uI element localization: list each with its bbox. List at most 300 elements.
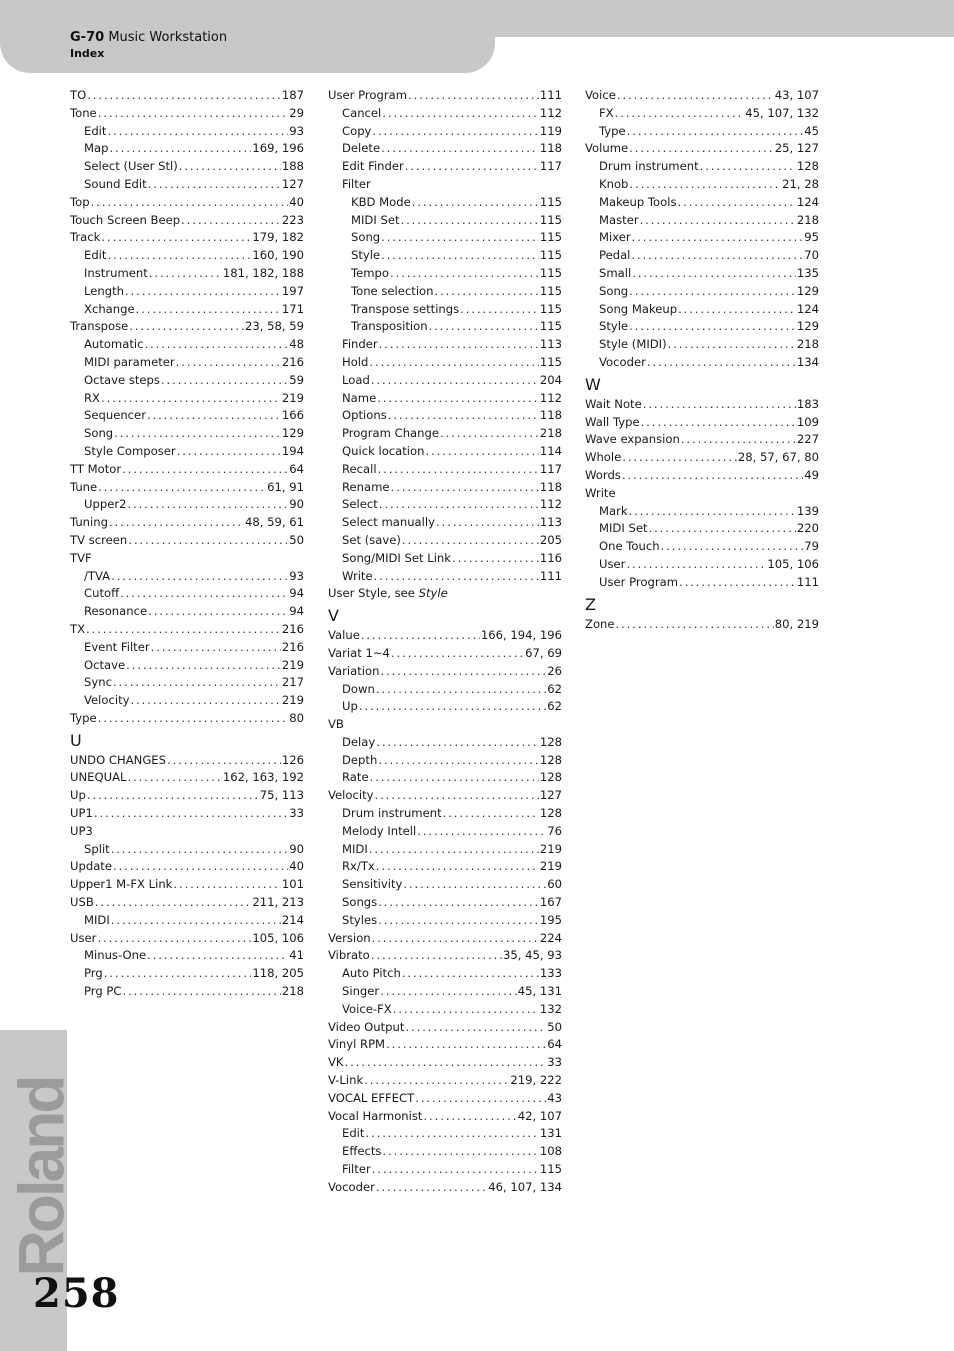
entry-pages: 113 [539,337,562,352]
entry-term: Edit [84,123,107,138]
entry-pages: 218 [539,426,562,441]
entry-term: Tempo [351,265,389,280]
index-entry [328,354,562,372]
entry-term: Up [342,699,358,714]
dot-leader [120,585,288,603]
entry-term: Vibrato [328,948,370,963]
dot-leader [378,912,539,930]
index-entry [70,479,304,497]
entry-term: USB [70,895,94,910]
entry-pages: 79 [804,539,819,554]
entry-term: Touch Screen Beep [70,212,181,227]
dot-leader [382,105,539,123]
entry-pages: 49 [804,467,819,482]
entry-term: Edit [84,248,107,263]
index-entry [70,983,304,1001]
dot-leader [401,212,539,230]
entry-pages: 50 [289,532,304,547]
entry-pages: 129 [796,319,819,334]
index-entry [328,1001,562,1019]
entry-pages: 25, 127 [774,141,819,156]
dot-leader [627,123,804,141]
entry-term: Song [84,426,114,441]
entry-pages: 218 [281,984,304,999]
index-entry [328,1090,562,1108]
dot-leader [111,841,289,859]
index-entry [328,301,562,319]
entry-pages: 126 [281,752,304,767]
entry-term: Drum instrument [599,159,699,174]
index-entry [328,769,562,787]
index-entry [585,556,819,574]
entry-term: Rate [342,770,369,785]
entry-pages: 111 [539,568,562,583]
entry-term: Select [342,497,378,512]
index-entry [70,692,304,710]
entry-term: TVF [70,550,92,565]
entry-term: UP1 [70,806,93,821]
index-entry [70,514,304,532]
dot-leader [629,503,796,521]
entry-term: Song Makeup [599,301,678,316]
entry-term: Upper2 [84,497,127,512]
index-entry [328,1179,562,1197]
dot-leader [365,1125,538,1143]
index-entry [70,301,304,319]
index-entry [328,212,562,230]
entry-term: TV screen [70,532,128,547]
index-entry [70,158,304,176]
index-entry [585,336,819,354]
entry-pages: 195 [539,912,562,927]
entry-term: Rename [342,479,390,494]
index-entry [328,947,562,965]
entry-pages: 129 [281,426,304,441]
dot-leader [391,479,539,497]
index-entry [328,1161,562,1179]
dot-leader [372,930,539,948]
entry-term: Filter [342,176,371,191]
entry-pages: 48, 59, 61 [245,515,304,530]
index-entry [585,574,819,592]
entry-pages: 129 [796,283,819,298]
index-entry [328,265,562,283]
dot-leader [147,947,288,965]
entry-pages: 115 [539,1162,562,1177]
dot-leader [114,425,281,443]
dot-leader [94,805,288,823]
entry-pages: 105, 106 [252,930,304,945]
entry-term: UP3 [70,823,93,838]
dot-leader [626,556,766,574]
entry-pages: 64 [547,1037,562,1052]
entry-term: Wall Type [585,414,640,429]
dot-leader [181,212,281,230]
dot-leader [379,336,539,354]
index-entry [70,965,304,983]
entry-term: VK [328,1055,344,1070]
entry-pages: 40 [289,194,304,209]
entry-pages: 108 [539,1144,562,1159]
index-entry [328,336,562,354]
dot-leader [629,283,796,301]
dot-leader [147,407,281,425]
dot-leader [127,496,288,514]
entry-term: Song [351,230,381,245]
index-entry [328,1036,562,1054]
entry-term: Options [342,408,387,423]
entry-term: Top [70,194,90,209]
entry-pages: 214 [281,912,304,927]
entry-term: Styles [342,912,378,927]
index-entry [70,752,304,770]
dot-leader [369,841,539,859]
entry-pages: 62 [547,699,562,714]
index-entry [328,372,562,390]
entry-term: MIDI parameter [84,354,175,369]
entry-pages: 64 [289,461,304,476]
entry-term: Write [585,485,616,500]
entry-pages: 179, 182 [252,230,304,245]
dot-leader [130,692,280,710]
entry-term: Edit Finder [342,159,404,174]
entry-pages: 115 [539,354,562,369]
entry-term: Vocoder [599,354,646,369]
entry-term: Copy [342,123,372,138]
entry-pages: 41 [289,948,304,963]
entry-term: One Touch [599,539,660,554]
entry-pages: 93 [289,123,304,138]
index-entry [585,301,819,319]
index-letter-heading: W [585,374,601,394]
index-column-3 [585,87,819,633]
entry-pages: 43 [547,1090,562,1105]
dot-leader [393,1001,539,1019]
dot-leader [379,496,539,514]
dot-leader [649,520,796,538]
index-entry [328,479,562,497]
entry-pages: 132 [539,1001,562,1016]
dot-leader [371,947,502,965]
entry-term: Transpose [70,319,129,334]
entry-term: Load [342,372,370,387]
index-entry [585,396,819,414]
index-entry [328,858,562,876]
entry-pages: 115 [539,301,562,316]
entry-term: User [70,930,97,945]
index-entry [328,550,562,568]
index-entry [585,414,819,432]
entry-term: Version [328,930,371,945]
entry-pages: 216 [281,621,304,636]
dot-leader [381,229,539,247]
dot-leader [632,229,804,247]
index-entry [585,123,819,141]
dot-leader [359,698,546,716]
dot-leader [111,912,281,930]
index-entry [70,265,304,283]
entry-pages: 35, 45, 93 [503,948,562,963]
entry-pages: 42, 107 [517,1108,562,1123]
entry-pages: 113 [539,515,562,530]
dot-leader [136,301,281,319]
dot-leader [161,372,288,390]
index-entry [70,710,304,728]
manual-title-rest: Music Workstation [108,30,228,45]
entry-term: Value [328,628,360,643]
entry-pages: 135 [796,265,819,280]
entry-pages: 219 [539,859,562,874]
entry-pages: 118 [539,479,562,494]
index-entry [328,965,562,983]
entry-pages: 109 [796,414,819,429]
index-entry [70,140,304,158]
dot-leader [629,318,796,336]
entry-term: Length [84,283,124,298]
entry-pages: 80 [289,710,304,725]
entry-term: FX [599,105,614,120]
dot-leader [408,87,539,105]
entry-term: RX [84,390,100,405]
entry-term: Sensitivity [342,877,403,892]
index-entry [585,538,819,556]
dot-leader [380,663,546,681]
dot-leader [149,265,222,283]
entry-pages: 118 [539,408,562,423]
dot-leader [378,461,539,479]
entry-term: Makeup Tools [599,194,677,209]
index-entry [70,657,304,675]
dot-leader [148,176,281,194]
dot-leader [436,514,539,532]
dot-leader [113,858,288,876]
index-entry [328,698,562,716]
entry-pages: 219 [281,693,304,708]
entry-pages: 216 [281,639,304,654]
entry-pages: 219 [281,657,304,672]
entry-term: Type [70,710,97,725]
index-entry [328,1019,562,1037]
index-entry [70,443,304,461]
dot-leader [101,390,281,408]
index-entry [328,425,562,443]
entry-pages: 171 [281,301,304,316]
dot-leader [681,431,796,449]
entry-pages: 29 [289,105,304,120]
index-entry [328,194,562,212]
index-entry [328,229,562,247]
entry-pages: 128 [796,159,819,174]
entry-pages: 115 [539,248,562,263]
dot-leader [381,247,539,265]
index-entry [585,616,819,634]
entry-term: User Program [328,88,408,102]
entry-term: Wait Note [585,396,642,411]
entry-pages: 166, 194, 196 [480,628,562,643]
index-entry [328,247,562,265]
dot-leader [390,265,539,283]
entry-term: Delay [342,734,376,749]
entry-term: Split [84,841,110,856]
entry-term: KBD Mode [351,194,411,209]
dot-leader [377,390,539,408]
index-entry [328,787,562,805]
entry-term: Instrument [84,265,148,280]
index-entry [70,930,304,948]
entry-pages: 40 [289,859,304,874]
dot-leader [144,336,288,354]
index-entry [585,431,819,449]
entry-term: Pedal [599,248,631,263]
entry-term: Automatic [84,337,144,352]
entry-term: MIDI [342,841,368,856]
dot-leader [661,538,804,556]
dot-leader [113,674,281,692]
entry-pages: 45, 107, 132 [745,105,819,120]
entry-pages: 187 [281,88,304,102]
entry-term: Recall [342,461,377,476]
index-entry [328,627,562,645]
entry-pages: 116 [539,550,562,565]
index-entry [328,823,562,841]
see-text: User Style, see [328,586,419,601]
dot-leader [372,1161,539,1179]
index-see-reference [328,585,562,603]
index-entry [70,947,304,965]
entry-pages: 139 [796,503,819,518]
entry-pages: 45, 131 [517,984,562,999]
index-entry [70,823,304,841]
index-entry [328,894,562,912]
dot-leader [361,627,480,645]
entry-term: Effects [342,1144,382,1159]
entry-pages: 227 [796,432,819,447]
dot-leader [173,876,280,894]
entry-term: Zone [585,616,615,631]
entry-pages: 183 [796,396,819,411]
dot-leader [370,769,539,787]
entry-term: Volume [585,141,629,156]
dot-leader [107,247,251,265]
index-entry [328,983,562,1001]
dot-leader [391,645,524,663]
index-entry [585,265,819,283]
dot-leader [151,639,281,657]
entry-pages: 115 [539,230,562,245]
index-entry [70,354,304,372]
entry-term: MIDI Set [351,212,400,227]
dot-leader [95,894,252,912]
index-entry [70,674,304,692]
entry-pages: 131 [539,1126,562,1141]
dot-leader [86,621,281,639]
entry-pages: 204 [539,372,562,387]
entry-term: Delete [342,141,381,156]
dot-leader [615,105,745,123]
dot-leader [98,479,266,497]
entry-term: TO [70,88,87,102]
index-entry [328,1125,562,1143]
dot-leader [617,87,774,105]
dot-leader [376,734,539,752]
index-entry [70,912,304,930]
index-entry [70,876,304,894]
entry-pages: 197 [281,283,304,298]
entry-term: Sequencer [84,408,146,423]
entry-pages: 223 [281,212,304,227]
entry-pages: 48 [289,337,304,352]
see-target: Style [418,586,448,601]
index-entry [585,449,819,467]
dot-leader [381,140,539,158]
index-entry [328,752,562,770]
page-number: 258 [33,1270,120,1317]
entry-pages: 117 [539,461,562,476]
dot-leader [402,532,539,550]
entry-pages: 94 [289,604,304,619]
index-entry [328,805,562,823]
dot-leader [378,894,539,912]
entry-pages: 90 [289,841,304,856]
entry-term: Event Filter [84,639,150,654]
index-entry [70,247,304,265]
dot-leader [125,283,281,301]
dot-leader [98,710,289,728]
entry-term: UNDO CHANGES [70,752,166,767]
entry-term: User Program [599,574,679,589]
dot-leader [167,752,281,770]
entry-pages: 133 [539,966,562,981]
dot-leader [374,568,539,586]
dot-leader [629,176,781,194]
dot-leader [122,983,280,1001]
index-entry [70,787,304,805]
dot-leader [417,823,546,841]
entry-term: Vocoder [328,1179,375,1194]
index-entry [328,645,562,663]
entry-pages: 50 [547,1019,562,1034]
index-entry [328,716,562,734]
entry-term: Words [585,467,621,482]
index-entry [70,176,304,194]
index-entry [70,87,304,105]
entry-pages: 160, 190 [252,248,304,263]
entry-term: Hold [342,354,369,369]
entry-pages: 220 [796,521,819,536]
dot-leader [179,158,281,176]
index-entry [70,769,304,787]
index-entry [328,841,562,859]
entry-pages: 33 [289,806,304,821]
entry-term: Transposition [351,319,428,334]
entry-term: Sound Edit [84,176,147,191]
index-entry [585,467,819,485]
dot-leader [376,1179,487,1197]
index-entry [328,140,562,158]
dot-leader [643,396,796,414]
entry-term: Down [342,681,375,696]
index-entry [70,841,304,859]
dot-leader [177,443,281,461]
entry-pages: 61, 91 [267,479,304,494]
index-column-2 [328,87,562,1197]
index-entry [328,176,562,194]
entry-pages: 117 [539,159,562,174]
entry-term: Xchange [84,301,135,316]
entry-term: Singer [342,984,380,999]
index-entry [70,461,304,479]
entry-term: Songs [342,895,378,910]
